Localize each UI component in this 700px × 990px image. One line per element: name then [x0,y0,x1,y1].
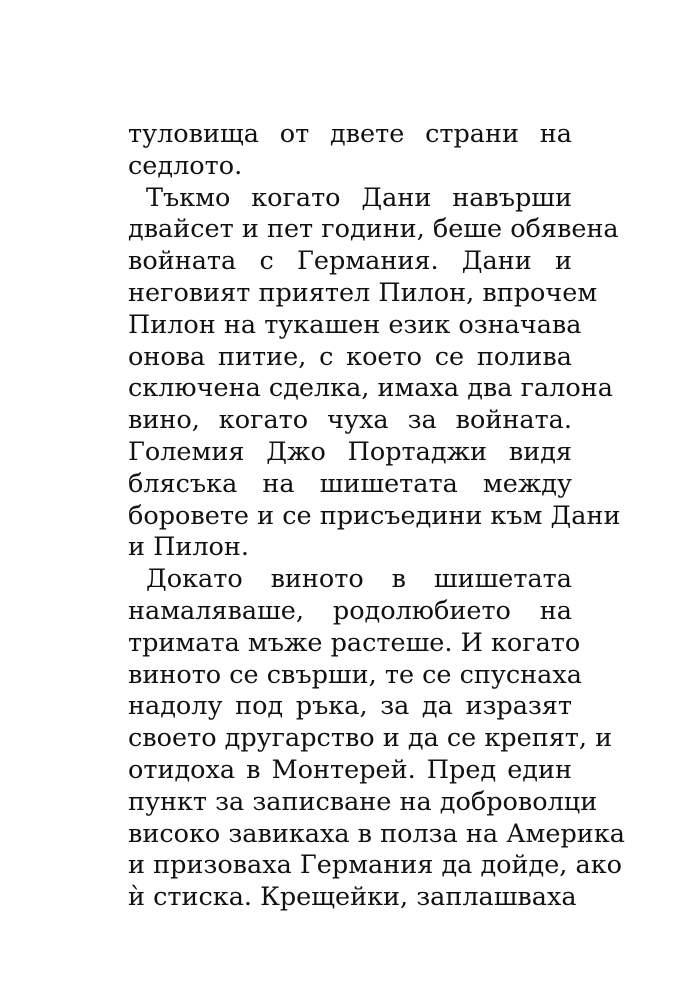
text-line: Големия Джо Портаджи видя [128,436,572,467]
text-line: войната с Германия. Дани и [128,246,572,277]
text-line: отидоха в Монтерей. Пред един [128,754,572,785]
text-line: и призоваха Германия да дойде, ако [128,850,623,881]
text-line: сключена сделка, имаха два галона [128,373,613,404]
text-line: вино, когато чуха за войната. [128,405,572,436]
text-line: пункт за записване на доброволци [128,786,598,817]
text-line: онова питие, с което се полива [128,341,572,372]
text-line: тримата мъже растеше. И когато [128,627,581,658]
text-line: неговият приятел Пилон, впрочем [128,277,598,308]
text-line: блясъка на шишетата между [128,468,572,499]
text-line: виното се свърши, те се спуснаха [128,659,582,690]
paragraph-2 [128,182,621,565]
text-line: своето другарство и да се крепят, и [128,723,613,754]
paragraph-1 [128,119,572,183]
text-line: Тъкмо когато Дани навърши [146,182,572,213]
text-line: Пилон на тукашен език означава [128,309,582,340]
text-line: седлото. [128,150,243,181]
text-line: Докато виното в шишетата [146,564,572,595]
text-line: двайсет и пет години, беше обявена [128,214,619,245]
text-line: боровете и се присъедини към Дани [128,500,621,531]
page-text [128,119,625,914]
text-line: надолу под ръка, за да изразят [128,691,572,722]
text-line: ѝ стиска. Крещейки, заплашваха [128,882,577,913]
text-line: туловища от двете страни на [128,119,572,149]
paragraph-3 [128,564,625,914]
text-line: и Пилон. [128,532,249,563]
text-line: високо завикаха в полза на Америка [128,818,625,849]
text-line: намаляваше, родолюбието на [128,595,572,626]
